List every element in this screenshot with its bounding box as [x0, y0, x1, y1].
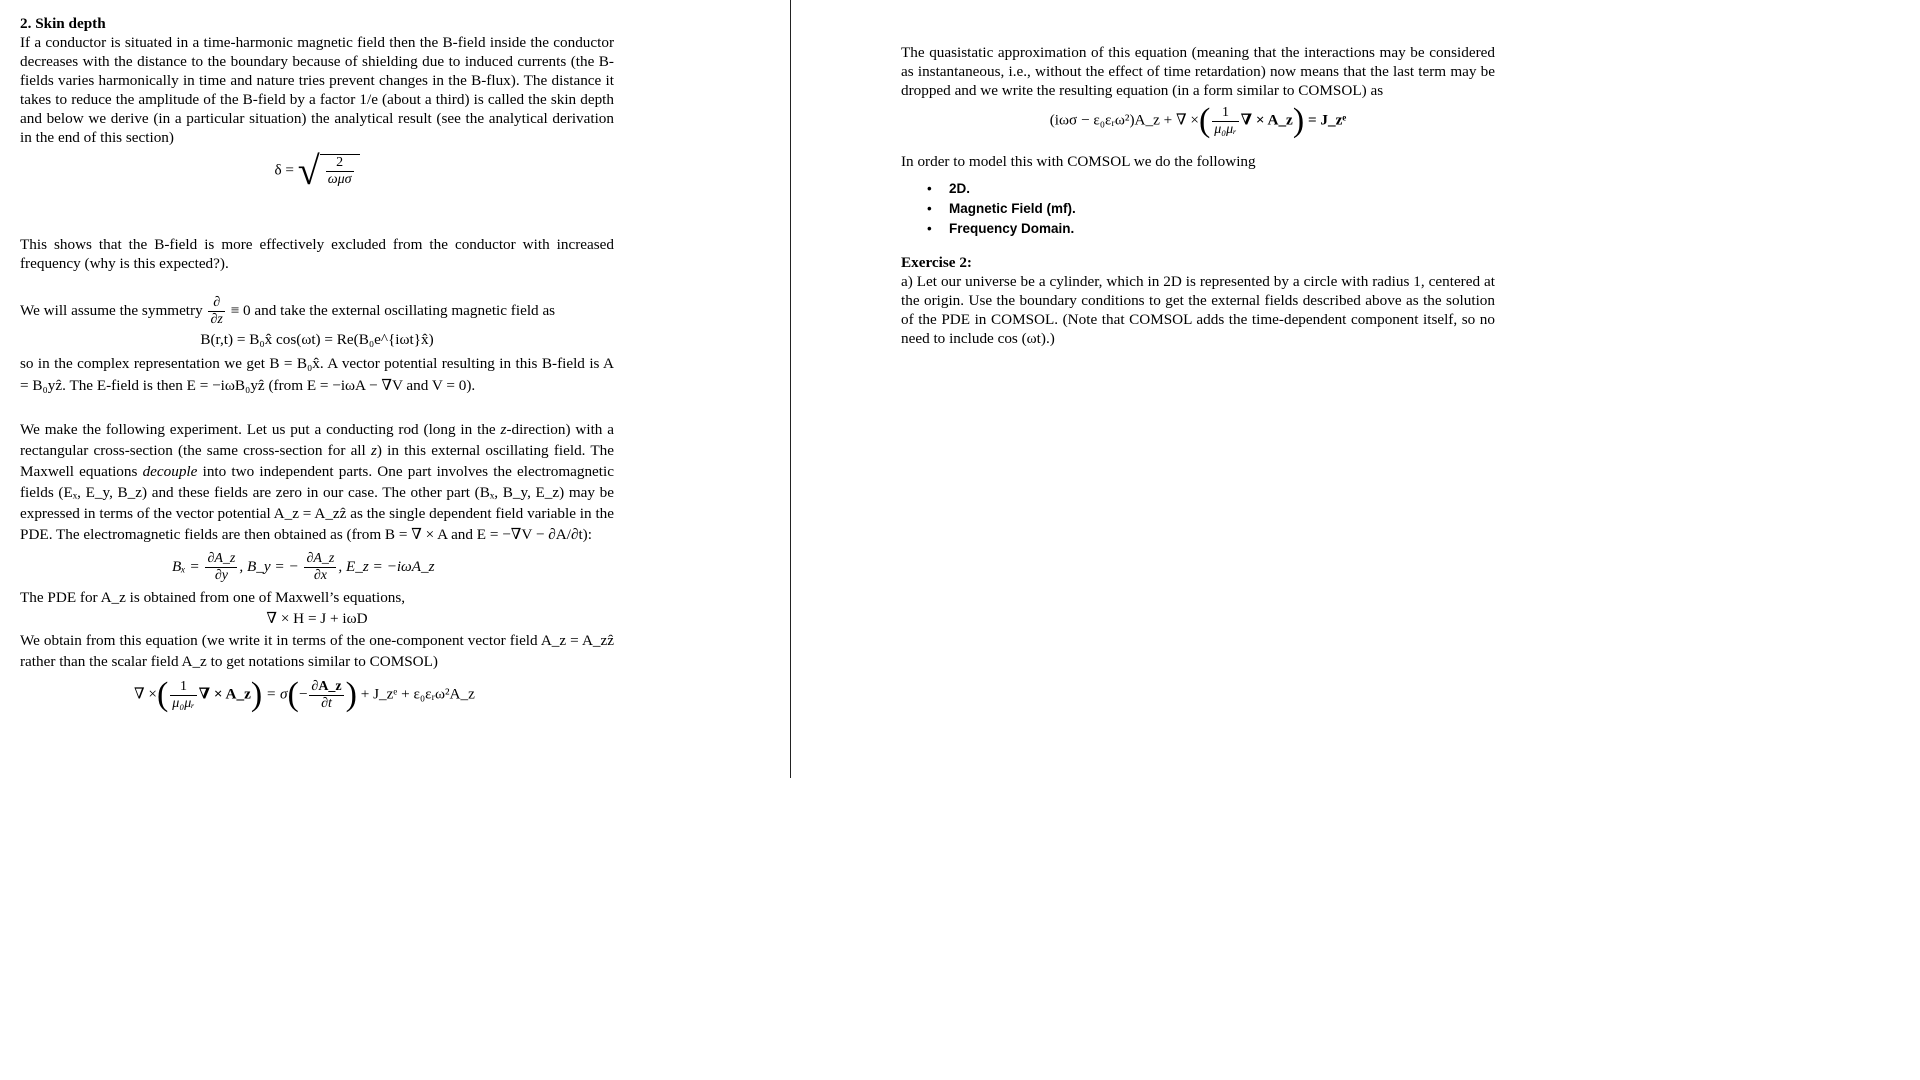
- pde-mid: ∇ × A_z: [198, 685, 251, 703]
- ez-expr: , E_z = −iωA_z: [338, 557, 435, 575]
- vector-potential-paragraph: so in the complex representation we get B = B₀x̂. A vector potential resulting in this B-field is A = B₀yẑ. The E-field is then E = −iωB₀yẑ (from E = −iωA − ∇V and V = 0).: [20, 355, 614, 394]
- by-den: ∂x: [313, 568, 327, 583]
- b-field-equation: B(r,t) = B₀x̂ cos(ωt) = Re(B₀e^{iωt}x̂): [200, 331, 434, 348]
- left-column: [20, 0, 614, 712]
- experiment-text-a: We make the following experiment. Let us put a conducting rod (long in the: [20, 421, 501, 438]
- pde-sigma: = σ: [265, 685, 288, 703]
- intro-paragraph: If a conductor is situated in a time-harmonic magnetic field then the B-field inside the conductor decreases with the distance to the boundary because of shielding due to induced currents (the B-fields varies harmonically in time and nature tries prevent changes in the B-flux). The distance it takes to reduce the amplitude of the B-field by a factor 1/e (about a third) is called the skin depth and below we derive (in a particular situation) the analytical result (see the analytical derivation in the end of this section): [20, 34, 614, 146]
- pde-intro-paragraph: The PDE for A_z is obtained from one of Maxwell’s equations,: [20, 589, 406, 606]
- decouple-word: decouple: [142, 463, 198, 480]
- delta-numerator: 2: [326, 155, 354, 172]
- quasi-den: μ₀μᵣ: [1214, 121, 1237, 137]
- section-heading: 2. Skin depth: [20, 15, 106, 32]
- pde-den: μ₀μᵣ: [172, 695, 195, 711]
- quasistatic-paragraph: The quasistatic approximation of this equation (meaning that the interactions may be considered as instantaneous, i.e., without the effect of time retardation) now means that the last term may be dropped and we write the resulting equation (in a form similar to COMSOL) as: [901, 44, 1495, 99]
- comsol-steps-list: [901, 179, 1495, 239]
- sqrt-expression: [297, 148, 360, 193]
- pde-num: 1: [170, 679, 196, 696]
- step-item: • Magnetic Field (mf).: [949, 199, 1495, 219]
- exercise-title: Exercise 2:: [901, 254, 972, 271]
- bx-den: ∂y: [214, 568, 228, 583]
- radical-sign: √: [297, 148, 320, 193]
- pde-curl: ∇ ×: [134, 685, 157, 703]
- quasistatic-equation: (iωσ − ε₀εᵣω²)A_z + ∇ ×( $\frac{1}{\text{μ₀μᵣ}}$ ∇ × A_z) = J_zᵉ: [1049, 102, 1347, 139]
- quasi-part-a: (iωσ − ε₀εᵣω²)A_z + ∇ ×: [1049, 111, 1199, 129]
- pde-equation: ∇ ×( $\frac{1}{\text{μ₀μᵣ}}$ ∇ × A_z) = σ(− $\frac{\partial A\_z}{\partial t}$ ) + J_zᵉ + ε₀εᵣω²A_z: [134, 676, 475, 713]
- comsol-intro: In order to model this with COMSOL we do the following: [901, 153, 1256, 170]
- symmetry-text-a: We will assume the symmetry: [20, 301, 203, 319]
- bx-num: ∂A_z: [207, 551, 236, 566]
- quasi-num: 1: [1212, 105, 1238, 122]
- quasi-part-b: ∇ × A_z: [1240, 111, 1293, 129]
- symmetry-frac-den: ∂z: [210, 312, 223, 327]
- experiment-paragraph: [20, 419, 614, 545]
- exercise-text: a) Let our universe be a cylinder, which in 2D is represented by a circle with radius 1, centered at the origin. Use the boundary conditions to get the external fields described above as the solution of the PDE in COMSOL. (Note that COMSOL adds the time-dependent component itself, so no need to include cos (ωt).): [901, 273, 1495, 347]
- step-item: • Frequency Domain.: [949, 219, 1495, 239]
- delta-denominator: ωμσ: [327, 172, 352, 187]
- symmetry-text-b: ≡ 0 and take the external oscillating magnetic field as: [230, 301, 556, 319]
- experiment-text-c: ) in this external oscillating field. The Maxwell equations: [20, 442, 614, 480]
- z-symbol-2: z: [370, 442, 377, 459]
- fields-equation: [20, 551, 614, 584]
- by-lhs: , B_y = −: [239, 557, 299, 575]
- notation-paragraph: We obtain from this equation (we write it in terms of the one-component vector field A_z = A_zẑ rather than the scalar field A_z to get notations similar to COMSOL): [20, 632, 614, 670]
- by-num: ∂A_z: [306, 551, 335, 566]
- experiment-text-b: -direction) with a rectangular cross-section (the same cross-section for all: [20, 421, 614, 459]
- experiment-text-d: into two independent parts. One part involves the electromagnetic fields (Eₓ, E_y, B_z) and these fields are zero in our case. The other part (Bₓ, B_y, E_z) may be expressed in terms of the vector potential A_z = A_zẑ as the single dependent field variable in the PDE. The electromagnetic fields are then obtained as (from B = ∇ × A and E = −∇V − ∂A/∂t):: [20, 463, 614, 543]
- right-column: [901, 0, 1495, 348]
- maxwell-equation: ∇ × H = J + iωD: [266, 610, 368, 627]
- pde-dden: ∂t: [321, 695, 332, 711]
- sqrt-inner: [320, 154, 360, 188]
- step-item: • 2D.: [949, 179, 1495, 199]
- delta-lhs: δ =: [274, 161, 294, 179]
- bx-lhs: Bₓ =: [172, 557, 200, 575]
- pde-dnum: ∂A_z: [311, 678, 342, 694]
- frequency-paragraph: This shows that the B-field is more effectively excluded from the conductor with increased frequency (why is this expected?).: [20, 236, 614, 272]
- column-divider: [790, 0, 791, 778]
- pde-rhs: + J_zᵉ + ε₀εᵣω²A_z: [360, 685, 475, 703]
- skin-depth-equation: [20, 148, 614, 201]
- quasi-part-c: = J_zᵉ: [1307, 111, 1347, 129]
- symmetry-paragraph: [20, 295, 614, 328]
- z-symbol: z: [500, 421, 507, 438]
- symmetry-frac-num: ∂: [208, 295, 224, 312]
